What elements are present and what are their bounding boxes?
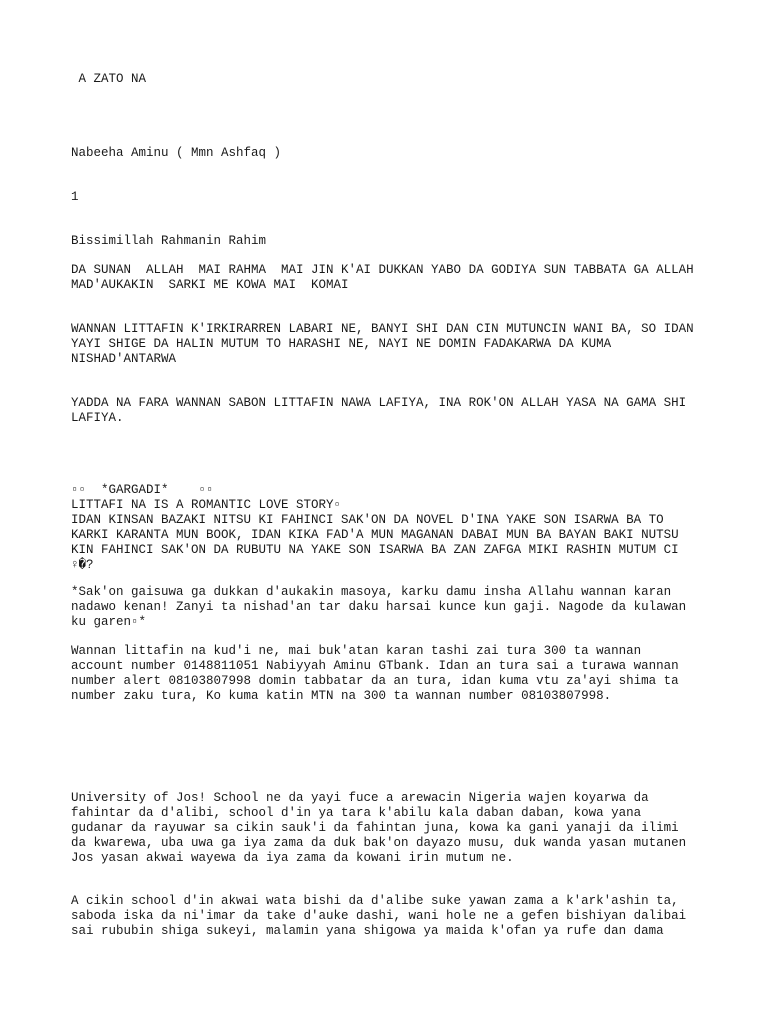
story-line: University of Jos! School ne da yayi fuce a arewacin Nigeria wajen koyarwa da bbox=[71, 791, 649, 805]
message-line: *Sak'on gaisuwa ga dukkan d'aukakin masoya, karku damu insha Allahu wannan karan bbox=[71, 585, 672, 599]
gargadi-warning bbox=[71, 483, 711, 573]
intro-paragraph bbox=[71, 322, 711, 367]
prayer-line: LAFIYA. bbox=[71, 411, 124, 425]
dua-line: MAD'AUKAKIN SARKI ME KOWA MAI KOMAI bbox=[71, 278, 349, 292]
story-line: sai rububin shiga sukeyi, malamin yana shigowa ya maida k'ofan ya rufe dan dama bbox=[71, 924, 664, 938]
prayer-line: YADDA NA FARA WANNAN SABON LITTAFIN NAWA LAFIYA, INA ROK'ON ALLAH YASA NA GAMA SHI bbox=[71, 396, 687, 410]
prayer-paragraph bbox=[71, 396, 711, 426]
document-title: A ZATO NA bbox=[71, 72, 147, 86]
chapter-number: 1 bbox=[71, 190, 79, 204]
story-paragraph-2 bbox=[71, 894, 711, 939]
gargadi-line: LITTAFI NA IS A ROMANTIC LOVE STORY▫ bbox=[71, 498, 342, 512]
gargadi-line: KARKI KARANTA MUN BOOK, IDAN KIKA FAD'A MUN MAGANAN DABAI MUN BA BAYAN BAKI NUTSU bbox=[71, 528, 679, 542]
payment-line: number zaku tura, Ko kuma katin MTN na 300 ta wannan number 08103807998. bbox=[71, 689, 612, 703]
author-line: Nabeeha Aminu ( Mmn Ashfaq ) bbox=[71, 146, 282, 160]
dua-line: DA SUNAN ALLAH MAI RAHMA MAI JIN K'AI DUKKAN YABO DA GODIYA SUN TABBATA GA ALLAH bbox=[71, 263, 694, 277]
gargadi-line: IDAN KINSAN BAZAKI NITSU KI FAHINCI SAK'ON DA NOVEL D'INA YAKE SON ISARWA BA TO bbox=[71, 513, 664, 527]
gargadi-line: ♀�? bbox=[71, 558, 94, 572]
message-line: nadawo kenan! Zanyi ta nishad'an tar daku harsai kunce kun gaji. Nagode da kulawan bbox=[71, 600, 687, 614]
intro-line: NISHAD'ANTARWA bbox=[71, 352, 177, 366]
gargadi-line: KIN FAHINCI SAK'ON DA RUBUTU NA YAKE SON ISARWA BA ZAN ZAFGA MIKI RASHIN MUTUM CI bbox=[71, 543, 679, 557]
story-line: Jos yasan akwai wayewa da iya zama da kowani irin mutum ne. bbox=[71, 851, 514, 865]
intro-line: YAYI SHIGE DA HALIN MUTUM TO HARASHI NE, NAYI NE DOMIN FADAKARWA DA KUMA bbox=[71, 337, 612, 351]
dua-paragraph bbox=[71, 263, 711, 293]
story-paragraph-1 bbox=[71, 791, 711, 866]
gargadi-heading: ▫▫ *GARGADI* ▫▫ bbox=[71, 483, 214, 497]
payment-line: number alert 08103807998 domin tabbatar da an tura, idan kuma vtu za'ayi shima ta bbox=[71, 674, 679, 688]
story-line: fahintar da d'alibi, school d'in ya tara k'abilu kala daban daban, kowa yana bbox=[71, 806, 642, 820]
payment-line: Wannan littafin na kud'i ne, mai buk'atan karan tashi zai tura 300 ta wannan bbox=[71, 644, 642, 658]
message-line: ku garen▫* bbox=[71, 615, 147, 629]
story-line: saboda iska da ni'imar da take d'auke dashi, wani hole ne a gefen bishiyan dalibai bbox=[71, 909, 687, 923]
story-line: A cikin school d'in akwai wata bishi da d'alibe suke yawan zama a k'ark'ashin ta, bbox=[71, 894, 679, 908]
greeting-message bbox=[71, 585, 711, 630]
payment-line: account number 0148811051 Nabiyyah Aminu GTbank. Idan an tura sai a turawa wannan bbox=[71, 659, 679, 673]
payment-paragraph bbox=[71, 644, 711, 704]
story-line: da kwarewa, uba uwa ga iya zama da duk bak'on dayazo musu, duk wanda yasan mutanen bbox=[71, 836, 687, 850]
story-line: gudanar da rayuwar sa cikin sauk'i da fahintan juna, kowa ka gani yanaji da ilimi bbox=[71, 821, 679, 835]
bismillah-line: Bissimillah Rahmanin Rahim bbox=[71, 234, 267, 248]
intro-line: WANNAN LITTAFIN K'IRKIRARREN LABARI NE, BANYI SHI DAN CIN MUTUNCIN WANI BA, SO IDAN bbox=[71, 322, 694, 336]
